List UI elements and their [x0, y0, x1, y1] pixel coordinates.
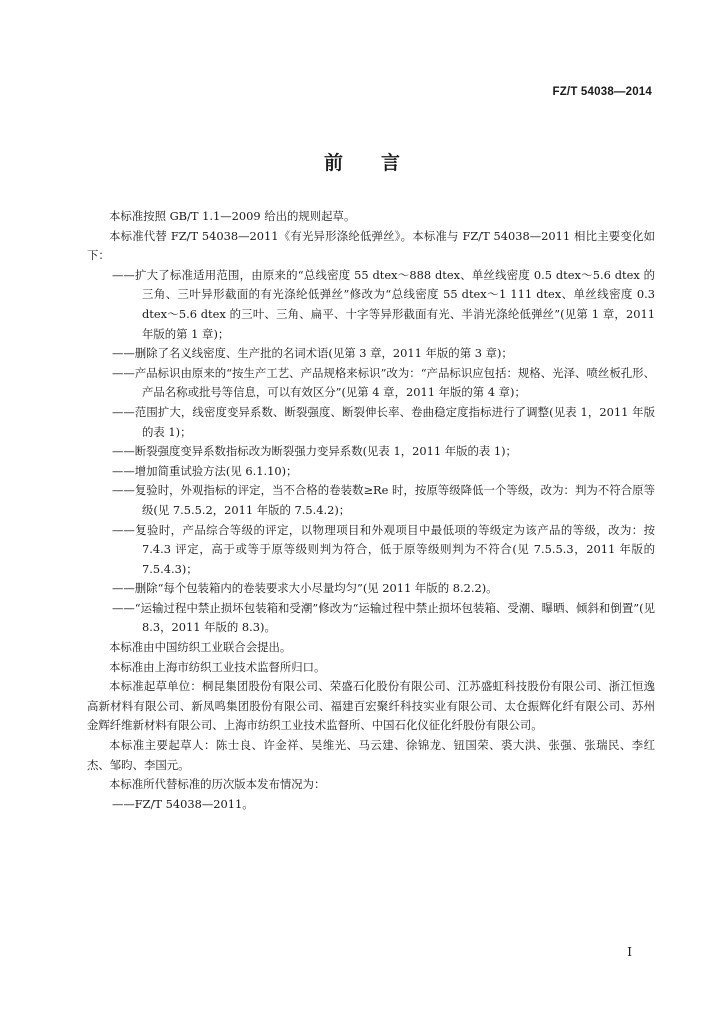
document-code: FZ/T 54038—2014 — [552, 86, 652, 98]
page-number: I — [627, 945, 632, 959]
history-list-item: ——FZ/T 54038—2011。 — [112, 796, 254, 811]
change-list-item: ——“运输过程中禁止损坏包装箱和受潮”修改为“运输过程中禁止损坏包装箱、受潮、曝晒、倾斜和倒置”(见 8.3，2011 年版的 8.3)。 — [112, 600, 655, 635]
paragraph: 本标准代替 FZ/T 54038—2011《有光异形涤纶低弹丝》。本标准与 FZ/T 54038—2011 相比主要变化如下： — [87, 228, 655, 263]
change-list-item: ——复验时，外观指标的评定，当不合格的卷装数≥Re 时，按原等级降低一个等级，改为：判为不符合原等级(见 7.5.5.2，2011 年版的 7.5.4.2)； — [112, 483, 655, 517]
drafters-paragraph: 本标准主要起草人：陈士良、许金祥、吴维光、马云建、徐锦龙、钮国荣、裘大洪、张强、张瑞民、李红杰、邹昀、李国元。 — [87, 738, 655, 772]
change-list-item: ——增加简重试验方法(见 6.1.10)； — [112, 463, 298, 478]
change-list-item: ——删除“每个包装箱内的卷装要求大小尽量均匀”(见 2011 年版的 8.2.2)。 — [112, 581, 498, 596]
paragraph: 本标准所代替标准的历次版本发布情况为： — [109, 777, 326, 792]
document-body — [87, 207, 655, 814]
paragraph: 本标准按照 GB/T 1.1—2009 给出的规则起草。 — [109, 209, 356, 223]
paragraph: 本标准由上海市纺织工业技术监督所归口。 — [109, 659, 326, 674]
change-list-item: ——扩大了标准适用范围，由原来的“总线密度 55 dtex～888 dtex、单丝线密度 0.5 dtex～5.6 dtex 的三角、三叶异形截面的有光涤纶低弹丝”修改为“总线密度 55 dtex～1 111 dtex、单丝线密度 0.3 dtex～5.6 dtex 的三叶、三角、扁平、十字等异形截面有光、半消光涤纶低弹丝”(见第 1 章，2011 年版的第 1 章)； — [112, 267, 655, 341]
change-list-item: ——复验时，产品综合等级的评定，以物理项目和外观项目中最低项的等级定为该产品的等级，改为：按 7.4.3 评定，高于或等于原等级则判为符合，低于原等级则判为不符合(见 7.5.5.3，2011 年版的 7.5.4.3)； — [112, 522, 655, 576]
change-list-item: ——断裂强度变异系数指标改为断裂强力变异系数(见表 1，2011 年版的表 1)； — [112, 444, 517, 459]
change-list-item: ——范围扩大，线密度变异系数、断裂强度、断裂伸长率、卷曲稳定度指标进行了调整(见表 1，2011 年版的表 1)； — [112, 404, 655, 439]
change-list-item: ——产品标识由原来的“按生产工艺、产品规格来标识”改为：“产品标识应包括：规格、光泽、喷丝板孔形、产品名称或批号等信息，可以有效区分”(见第 4 章，2011 年版的第 4 章)； — [112, 365, 655, 400]
drafting-units-paragraph: 本标准起草单位：桐昆集团股份有限公司、荣盛石化股份有限公司、江苏盛虹科技股份有限公司、浙江恒逸高新材料有限公司、新凤鸣集团股份有限公司、福建百宏聚纤科技实业有限公司、太仓振辉化纤有限公司、苏州金辉纤维新材料有限公司、上海市纺织工业技术监督所、中国石化仪征化纤股份有限公司。 — [87, 679, 655, 733]
page-title: 前言 — [323, 152, 438, 174]
change-list-item: ——删除了名义线密度、生产批的名词术语(见第 3 章，2011 年版的第 3 章)； — [112, 346, 513, 361]
paragraph: 本标准由中国纺织工业联合会提出。 — [109, 640, 292, 655]
